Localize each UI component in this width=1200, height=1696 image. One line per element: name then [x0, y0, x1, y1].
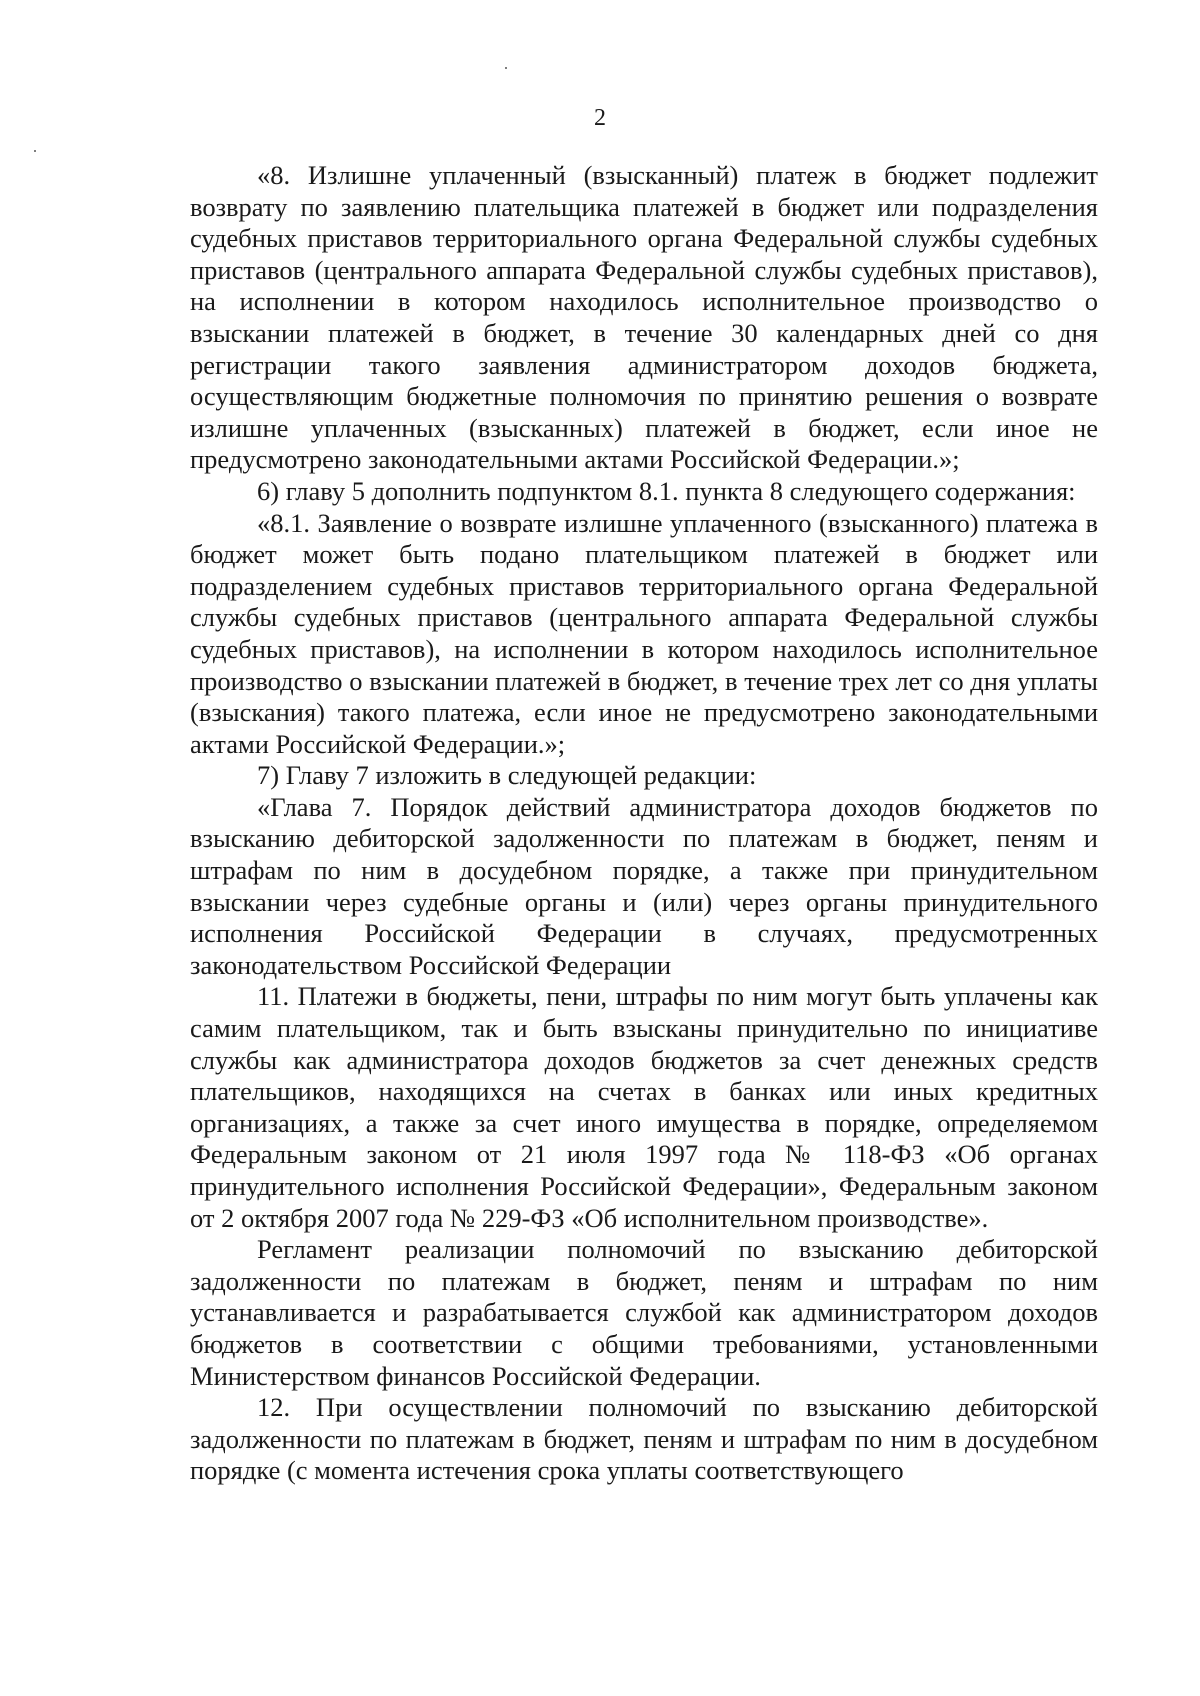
scan-speck [34, 150, 36, 152]
paragraph-regulation: Регламент реализации полномочий по взысканию дебиторской задолженности по платежам в бюджет, пеням и штрафам по ним устанавливается и разрабатывается службой как администратором доходов бюджетов в соответствии с общими требованиями, установленными Министерством финансов Российской Федерации. [190, 1234, 1098, 1391]
document-body [190, 160, 1098, 1487]
scan-speck [505, 67, 507, 69]
paragraph-amendment-7: 7) Главу 7 изложить в следующей редакции: [257, 760, 757, 791]
paragraph-chapter-7-title: «Глава 7. Порядок действий администратора доходов бюджетов по взысканию дебиторской задолженности по платежам в бюджет, пеням и штрафам по ним в досудебном порядке, а также при принудительном взыскании через судебные органы и (или) через органы принудительного исполнения Российской Федерации в случаях, предусмотренных законодательством Российской Федерации [190, 791, 1098, 980]
page-number: 2 [594, 105, 606, 131]
paragraph-clause-11: 11. Платежи в бюджеты, пени, штрафы по ним могут быть уплачены как самим плательщиком, так и быть взысканы принудительно по инициативе службы как администратора доходов бюджетов за счет денежных средств плательщиков, находящихся на счетах в банках или иных кредитных организациях, а также за счет иного имущества в порядке, определяемом Федеральным законом от 21 июля 1997 года № 118-ФЗ «Об органах принудительного исполнения Российской Федерации», Федеральным законом от 2 октября 2007 года № 229-ФЗ «Об исполнительном производстве». [190, 981, 1098, 1233]
paragraph-amendment-6: 6) главу 5 дополнить подпунктом 8.1. пункта 8 следующего содержания: [257, 475, 1076, 506]
paragraph-refund-clause-8-1: «8.1. Заявление о возврате излишне уплаченного (взысканного) платежа в бюджет может быть подано плательщиком платежей в бюджет или подразделением судебных приставов территориального органа Федеральной службы судебных приставов (центрального аппарата Федеральной службы судебных приставов), на исполнении в котором находилось исполнительное производство о взыскании платежей в бюджет, в течение трех лет со дня уплаты (взыскания) такого платежа, если иное не предусмотрено законодательными актами Российской Федерации.»; [190, 507, 1098, 759]
paragraph-refund-clause-8: «8. Излишне уплаченный (взысканный) платеж в бюджет подлежит возврату по заявлению плательщика платежей в бюджет или подразделения судебных приставов территориального органа Федеральной службы судебных приставов (центрального аппарата Федеральной службы судебных приставов), на исполнении в котором находилось исполнительное производство о взыскании платежей в бюджет, в течение 30 календарных дней со дня регистрации такого заявления администратором доходов бюджета, осуществляющим бюджетные полномочия по принятию решения о возврате излишне уплаченных (взысканных) платежей в бюджет, если иное не предусмотрено законодательными актами Российской Федерации.»; [190, 160, 1098, 475]
paragraph-clause-12: 12. При осуществлении полномочий по взысканию дебиторской задолженности по платежам в бюджет, пеням и штрафам по ним в досудебном порядке (с момента истечения срока уплаты соответствующего [190, 1392, 1098, 1486]
